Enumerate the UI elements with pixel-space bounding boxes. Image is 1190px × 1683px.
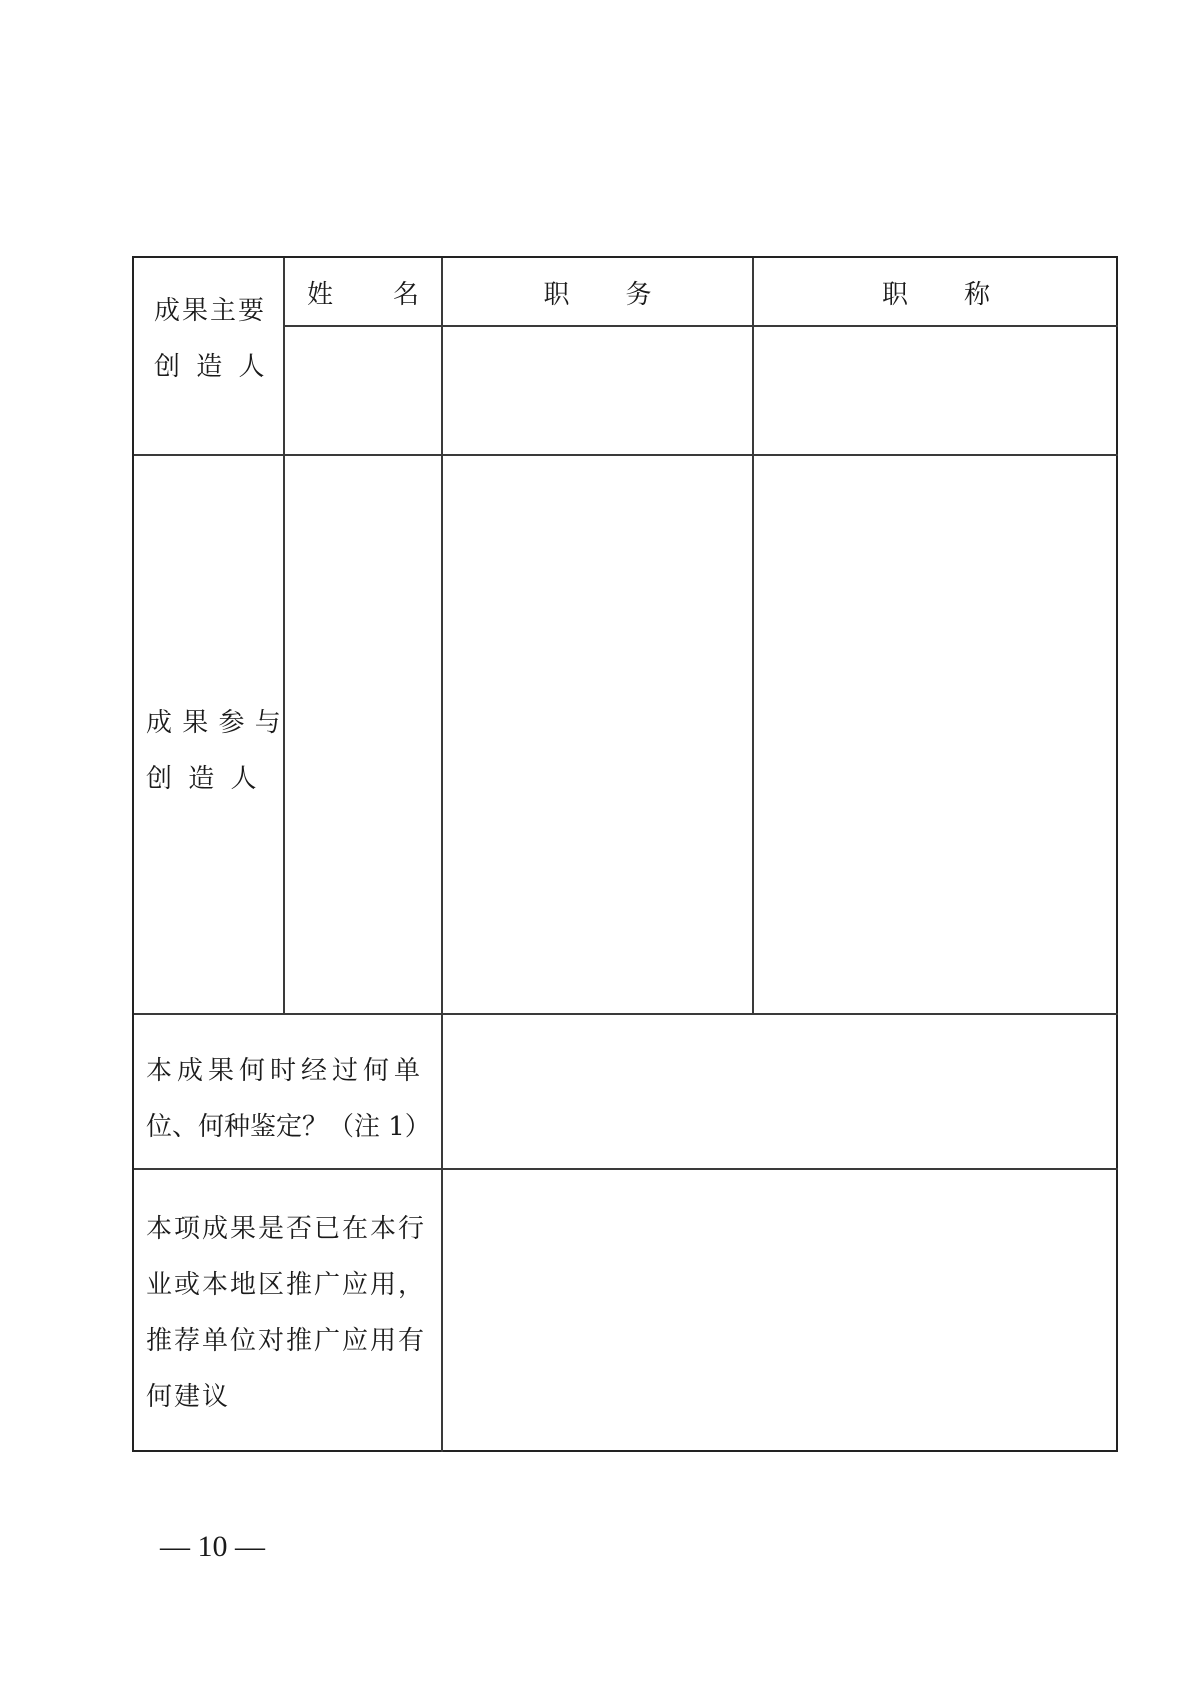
promotion-label-line-2: 业或本地区推广应用， xyxy=(146,1270,427,1300)
appraisal-label-line-2: 位、何种鉴定？（注 1） xyxy=(146,1112,431,1142)
participants-label-line-1: 成 果 参 与 xyxy=(146,708,282,738)
promotion-label-line-1: 本项成果是否已在本行 xyxy=(146,1214,427,1244)
promotion-label xyxy=(146,1216,426,1410)
appraisal-label xyxy=(146,1058,431,1140)
main-creators-label-line-2: 创 造 人 xyxy=(154,352,269,382)
header-name-char-1: 姓 xyxy=(307,280,334,310)
participant-title-field[interactable] xyxy=(754,456,1118,1013)
page-number: — 10 — xyxy=(160,1530,265,1563)
promotion-field[interactable] xyxy=(443,1170,1118,1452)
main-creator-name-field[interactable] xyxy=(285,327,441,454)
main-creators-label xyxy=(154,298,269,380)
participant-name-field[interactable] xyxy=(285,456,441,1013)
promotion-label-line-4: 何建议 xyxy=(146,1382,231,1412)
header-name xyxy=(285,258,441,327)
header-position xyxy=(443,258,752,327)
header-title-char-1: 职 xyxy=(881,280,908,310)
appraisal-field[interactable] xyxy=(443,1015,1118,1168)
promotion-label-line-3: 推荐单位对推广应用有 xyxy=(146,1326,427,1356)
header-title-char-2: 称 xyxy=(964,280,991,310)
achievement-form-table xyxy=(132,256,1118,1452)
header-name-char-2: 名 xyxy=(392,280,419,310)
main-creators-label-line-1: 成果主要 xyxy=(154,296,267,326)
participants-label-line-2: 创 造 人 xyxy=(146,764,261,794)
participants-label xyxy=(146,710,282,792)
participant-position-field[interactable] xyxy=(443,456,752,1013)
header-title xyxy=(754,258,1118,327)
main-creator-position-field[interactable] xyxy=(443,327,752,454)
main-creator-title-field[interactable] xyxy=(754,327,1118,454)
header-position-char-2: 务 xyxy=(625,280,652,310)
header-position-char-1: 职 xyxy=(543,280,570,310)
appraisal-label-line-1: 本成果何时经过何单 xyxy=(146,1056,426,1086)
